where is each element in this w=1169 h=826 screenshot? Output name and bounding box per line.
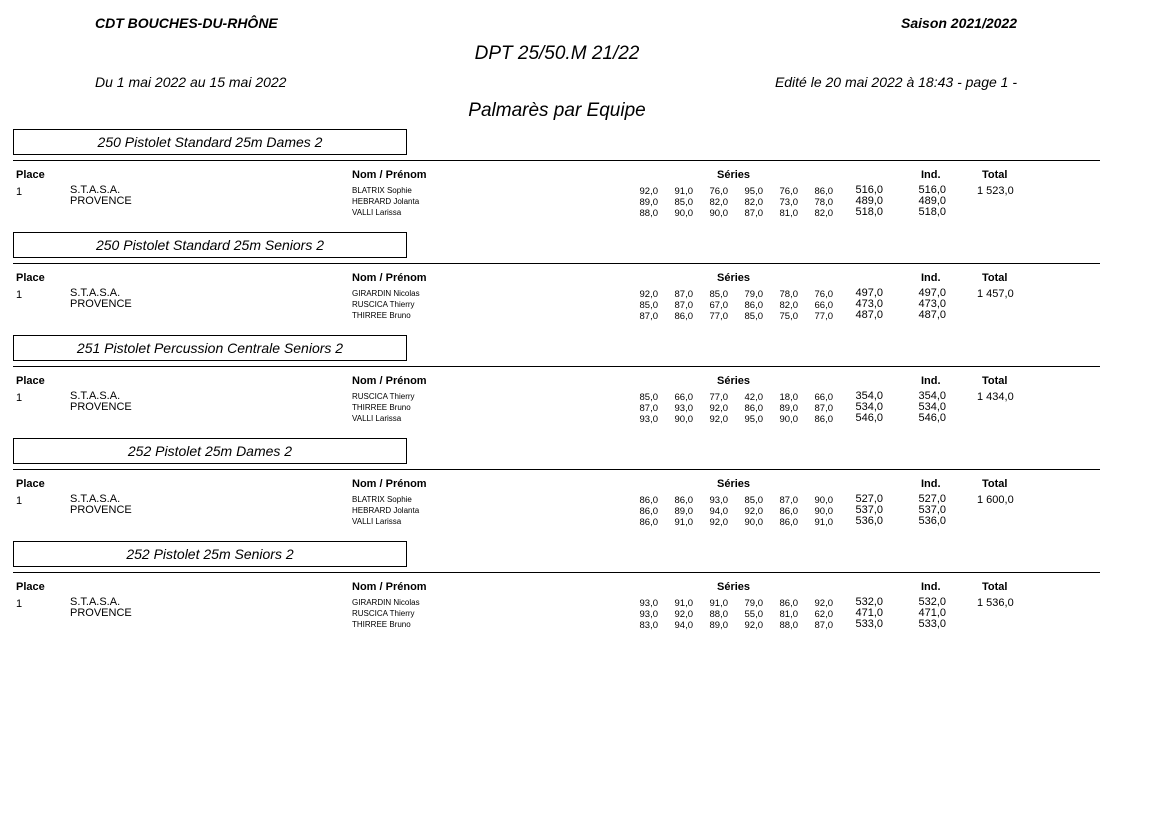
series-score: 92,0 (709, 517, 728, 528)
page-title: DPT 25/50.M 21/22 (474, 43, 640, 64)
series-score: 92,0 (639, 289, 658, 300)
event-section (0, 541, 1169, 644)
series-score: 77,0 (709, 311, 728, 322)
series-score: 67,0 (709, 300, 728, 311)
club-name: S.T.A.S.A. (70, 493, 121, 505)
shooter-name: GIRARDIN Nicolas (352, 289, 420, 298)
column-header-place: Place (16, 272, 45, 284)
series-column (620, 186, 658, 219)
shooter-individual: 533,0 (918, 618, 946, 630)
series-column (620, 392, 658, 425)
team-club (70, 494, 132, 516)
event-title: 251 Pistolet Percussion Centrale Seniors 2 (13, 335, 407, 361)
series-score: 73,0 (779, 197, 798, 208)
column-header-series: Séries (717, 581, 751, 593)
shooter-individual: 497,0 (918, 287, 946, 299)
shooter-name: BLATRIX Sophie (352, 495, 412, 504)
series-score: 90,0 (674, 208, 693, 219)
shooter-name: RUSCICA Thierry (352, 609, 415, 618)
series-score: 87,0 (674, 289, 693, 300)
shooter-subtotal: 537,0 (855, 504, 883, 516)
series-column (760, 289, 798, 322)
shooter-individual: 354,0 (918, 390, 946, 402)
shooter-subtotal: 471,0 (855, 607, 883, 619)
series-score: 91,0 (814, 517, 833, 528)
shooter-individual: 527,0 (918, 493, 946, 505)
column-header-name: Nom / Prénom (352, 478, 427, 490)
series-score: 93,0 (639, 414, 658, 425)
series-score: 77,0 (814, 311, 833, 322)
section-divider (13, 366, 1100, 367)
shooter-individual: 518,0 (918, 206, 946, 218)
shooter-name: THIRREE Bruno (352, 403, 411, 412)
series-score: 88,0 (639, 208, 658, 219)
club-name: S.T.A.S.A. (70, 184, 121, 196)
column-header-total: Total (982, 478, 1008, 490)
series-score: 86,0 (779, 517, 798, 528)
column-header-name: Nom / Prénom (352, 169, 427, 181)
individual-column (906, 288, 946, 321)
column-header-name: Nom / Prénom (352, 272, 427, 284)
shooter-individual: 489,0 (918, 195, 946, 207)
series-score: 89,0 (709, 620, 728, 631)
team-place: 1 (16, 392, 23, 404)
series-score: 55,0 (744, 609, 763, 620)
series-score: 91,0 (674, 598, 693, 609)
series-score: 90,0 (814, 495, 833, 506)
column-header-total: Total (982, 581, 1008, 593)
series-score: 76,0 (779, 186, 798, 197)
series-score: 89,0 (674, 506, 693, 517)
column-header-ind: Ind. (921, 375, 941, 387)
series-column (760, 186, 798, 219)
series-score: 85,0 (744, 311, 763, 322)
series-column (725, 392, 763, 425)
shooter-individual: 516,0 (918, 184, 946, 196)
series-column (655, 598, 693, 631)
shooter-name: HEBRARD Jolanta (352, 197, 420, 206)
shooter-names (352, 494, 419, 527)
team-total: 1 600,0 (977, 494, 1014, 506)
subtotal-column (843, 391, 883, 424)
column-header-series: Séries (717, 478, 751, 490)
series-score: 78,0 (814, 197, 833, 208)
column-header-place: Place (16, 581, 45, 593)
series-score: 66,0 (814, 392, 833, 403)
series-column (690, 289, 728, 322)
series-score: 93,0 (674, 403, 693, 414)
column-header-place: Place (16, 169, 45, 181)
team-club (70, 288, 132, 310)
series-score: 93,0 (639, 598, 658, 609)
series-score: 89,0 (639, 197, 658, 208)
series-column (620, 289, 658, 322)
column-header-series: Séries (717, 375, 751, 387)
series-score: 86,0 (639, 517, 658, 528)
shooter-subtotal: 489,0 (855, 195, 883, 207)
shooter-individual: 536,0 (918, 515, 946, 527)
series-score: 82,0 (709, 197, 728, 208)
event-section (0, 232, 1169, 335)
series-column (725, 186, 763, 219)
series-column (620, 495, 658, 528)
series-score: 76,0 (709, 186, 728, 197)
shooter-individual: 532,0 (918, 596, 946, 608)
individual-column (906, 494, 946, 527)
series-score: 79,0 (744, 289, 763, 300)
series-score: 75,0 (779, 311, 798, 322)
column-header-place: Place (16, 375, 45, 387)
club-name: S.T.A.S.A. (70, 596, 121, 608)
series-score: 86,0 (744, 300, 763, 311)
series-score: 18,0 (779, 392, 798, 403)
event-title: 250 Pistolet Standard 25m Dames 2 (13, 129, 407, 155)
series-column (655, 392, 693, 425)
shooter-subtotal: 533,0 (855, 618, 883, 630)
shooter-individual: 487,0 (918, 309, 946, 321)
series-column (795, 392, 833, 425)
series-score: 86,0 (639, 506, 658, 517)
team-club (70, 597, 132, 619)
column-header-ind: Ind. (921, 169, 941, 181)
shooter-name: VALLI Larissa (352, 517, 402, 526)
series-score: 82,0 (814, 208, 833, 219)
series-score: 91,0 (709, 598, 728, 609)
series-score: 62,0 (814, 609, 833, 620)
series-score: 66,0 (674, 392, 693, 403)
series-score: 93,0 (639, 609, 658, 620)
club-region: PROVENCE (70, 504, 132, 516)
shooter-name: VALLI Larissa (352, 414, 402, 423)
shooter-subtotal: 487,0 (855, 309, 883, 321)
event-title: 252 Pistolet 25m Dames 2 (13, 438, 407, 464)
report-subtitle: Palmarès par Equipe (468, 100, 646, 121)
series-score: 90,0 (674, 414, 693, 425)
series-score: 85,0 (639, 392, 658, 403)
shooter-subtotal: 354,0 (855, 390, 883, 402)
shooter-name: RUSCICA Thierry (352, 392, 415, 401)
series-score: 83,0 (639, 620, 658, 631)
shooter-subtotal: 527,0 (855, 493, 883, 505)
club-name: S.T.A.S.A. (70, 287, 121, 299)
series-score: 81,0 (779, 208, 798, 219)
series-score: 94,0 (709, 506, 728, 517)
column-header-series: Séries (717, 169, 751, 181)
series-score: 86,0 (779, 598, 798, 609)
series-column (655, 289, 693, 322)
series-score: 86,0 (814, 186, 833, 197)
series-score: 90,0 (744, 517, 763, 528)
team-total: 1 457,0 (977, 288, 1014, 300)
series-score: 92,0 (709, 403, 728, 414)
series-score: 77,0 (709, 392, 728, 403)
series-score: 78,0 (779, 289, 798, 300)
series-column (725, 289, 763, 322)
series-score: 92,0 (744, 506, 763, 517)
shooter-names (352, 391, 415, 424)
series-score: 88,0 (779, 620, 798, 631)
event-title: 252 Pistolet 25m Seniors 2 (13, 541, 407, 567)
series-score: 93,0 (709, 495, 728, 506)
series-score: 86,0 (639, 495, 658, 506)
series-score: 76,0 (814, 289, 833, 300)
series-score: 86,0 (674, 311, 693, 322)
date-range: Du 1 mai 2022 au 15 mai 2022 (95, 74, 287, 90)
shooter-individual: 546,0 (918, 412, 946, 424)
column-header-place: Place (16, 478, 45, 490)
event-section (0, 129, 1169, 232)
event-section (0, 438, 1169, 541)
series-score: 92,0 (814, 598, 833, 609)
individual-column (906, 597, 946, 630)
individual-column (906, 185, 946, 218)
series-score: 95,0 (744, 186, 763, 197)
team-club (70, 185, 132, 207)
team-place: 1 (16, 289, 23, 301)
event-section (0, 335, 1169, 438)
section-divider (13, 469, 1100, 470)
series-column (760, 598, 798, 631)
shooter-subtotal: 473,0 (855, 298, 883, 310)
series-score: 82,0 (779, 300, 798, 311)
event-title: 250 Pistolet Standard 25m Seniors 2 (13, 232, 407, 258)
team-place: 1 (16, 186, 23, 198)
series-column (655, 495, 693, 528)
subtotal-column (843, 288, 883, 321)
series-column (690, 186, 728, 219)
series-score: 87,0 (779, 495, 798, 506)
column-header-name: Nom / Prénom (352, 375, 427, 387)
team-total: 1 523,0 (977, 185, 1014, 197)
series-score: 86,0 (779, 506, 798, 517)
club-region: PROVENCE (70, 298, 132, 310)
team-total: 1 434,0 (977, 391, 1014, 403)
subtotal-column (843, 185, 883, 218)
series-score: 85,0 (709, 289, 728, 300)
column-header-ind: Ind. (921, 272, 941, 284)
team-club (70, 391, 132, 413)
club-region: PROVENCE (70, 195, 132, 207)
shooter-subtotal: 532,0 (855, 596, 883, 608)
series-score: 86,0 (814, 414, 833, 425)
series-score: 91,0 (674, 186, 693, 197)
shooter-subtotal: 497,0 (855, 287, 883, 299)
series-column (655, 186, 693, 219)
column-header-ind: Ind. (921, 581, 941, 593)
shooter-name: RUSCICA Thierry (352, 300, 415, 309)
club-name: S.T.A.S.A. (70, 390, 121, 402)
series-column (795, 495, 833, 528)
shooter-individual: 473,0 (918, 298, 946, 310)
subtotal-column (843, 597, 883, 630)
series-score: 89,0 (779, 403, 798, 414)
series-column (690, 392, 728, 425)
series-score: 87,0 (639, 311, 658, 322)
team-total: 1 536,0 (977, 597, 1014, 609)
series-score: 92,0 (674, 609, 693, 620)
series-column (795, 598, 833, 631)
shooter-name: GIRARDIN Nicolas (352, 598, 420, 607)
shooter-names (352, 597, 420, 630)
shooter-name: HEBRARD Jolanta (352, 506, 420, 515)
series-column (725, 598, 763, 631)
series-score: 94,0 (674, 620, 693, 631)
series-column (725, 495, 763, 528)
series-column (760, 495, 798, 528)
series-column (795, 186, 833, 219)
shooter-name: THIRREE Bruno (352, 620, 411, 629)
series-score: 66,0 (814, 300, 833, 311)
individual-column (906, 391, 946, 424)
series-score: 87,0 (814, 403, 833, 414)
shooter-subtotal: 534,0 (855, 401, 883, 413)
shooter-names (352, 185, 419, 218)
series-score: 90,0 (709, 208, 728, 219)
series-score: 85,0 (744, 495, 763, 506)
column-header-series: Séries (717, 272, 751, 284)
series-score: 85,0 (639, 300, 658, 311)
section-divider (13, 263, 1100, 264)
series-score: 92,0 (744, 620, 763, 631)
organization-name: CDT BOUCHES-DU-RHÔNE (95, 15, 278, 31)
season-label: Saison 2021/2022 (901, 15, 1017, 31)
series-score: 87,0 (744, 208, 763, 219)
series-score: 90,0 (814, 506, 833, 517)
series-column (795, 289, 833, 322)
column-header-ind: Ind. (921, 478, 941, 490)
team-place: 1 (16, 495, 23, 507)
section-divider (13, 160, 1100, 161)
series-score: 86,0 (744, 403, 763, 414)
series-score: 88,0 (709, 609, 728, 620)
column-header-total: Total (982, 169, 1008, 181)
series-score: 79,0 (744, 598, 763, 609)
series-score: 85,0 (674, 197, 693, 208)
column-header-total: Total (982, 375, 1008, 387)
series-score: 87,0 (814, 620, 833, 631)
column-header-total: Total (982, 272, 1008, 284)
series-score: 87,0 (639, 403, 658, 414)
shooter-name: BLATRIX Sophie (352, 186, 412, 195)
series-score: 92,0 (639, 186, 658, 197)
club-region: PROVENCE (70, 401, 132, 413)
team-place: 1 (16, 598, 23, 610)
series-score: 82,0 (744, 197, 763, 208)
shooter-subtotal: 536,0 (855, 515, 883, 527)
club-region: PROVENCE (70, 607, 132, 619)
edited-info: Edité le 20 mai 2022 à 18:43 - page 1 - (774, 74, 1017, 90)
section-divider (13, 572, 1100, 573)
series-score: 86,0 (674, 495, 693, 506)
shooter-individual: 534,0 (918, 401, 946, 413)
shooter-name: VALLI Larissa (352, 208, 402, 217)
shooter-individual: 537,0 (918, 504, 946, 516)
shooter-subtotal: 546,0 (855, 412, 883, 424)
series-column (690, 495, 728, 528)
series-score: 81,0 (779, 609, 798, 620)
subtotal-column (843, 494, 883, 527)
series-column (620, 598, 658, 631)
shooter-subtotal: 516,0 (855, 184, 883, 196)
column-header-name: Nom / Prénom (352, 581, 427, 593)
shooter-individual: 471,0 (918, 607, 946, 619)
series-score: 95,0 (744, 414, 763, 425)
series-score: 42,0 (744, 392, 763, 403)
series-column (760, 392, 798, 425)
shooter-name: THIRREE Bruno (352, 311, 411, 320)
shooter-subtotal: 518,0 (855, 206, 883, 218)
shooter-names (352, 288, 420, 321)
series-score: 91,0 (674, 517, 693, 528)
series-score: 87,0 (674, 300, 693, 311)
series-score: 92,0 (709, 414, 728, 425)
series-column (690, 598, 728, 631)
series-score: 90,0 (779, 414, 798, 425)
